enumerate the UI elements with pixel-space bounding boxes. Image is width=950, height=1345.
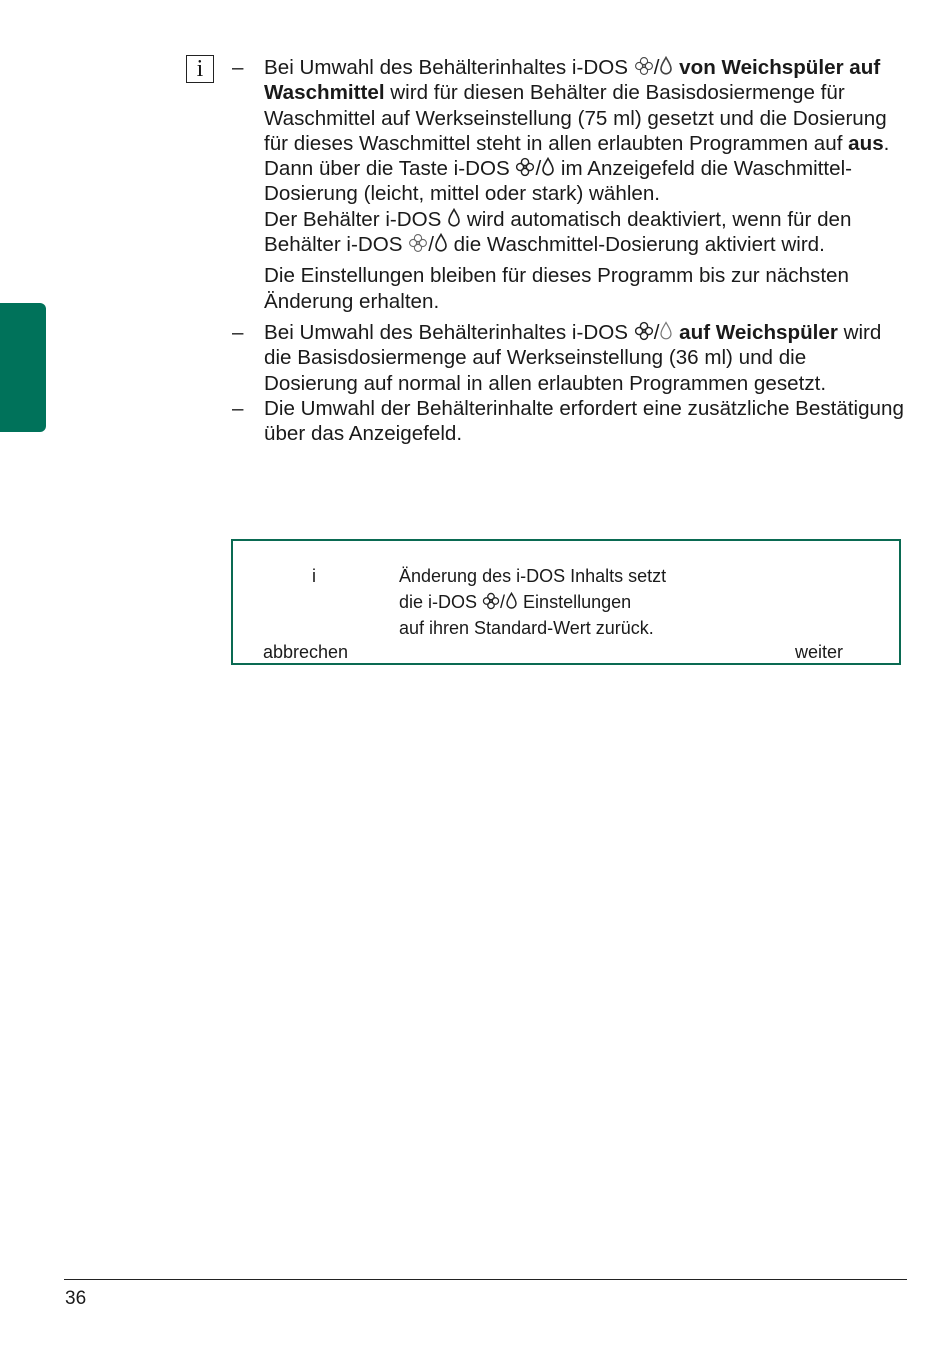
dialog-line: auf ihren Standard-Wert zurück. bbox=[399, 618, 654, 638]
item-text: . Dann über die Taste i-DOS bbox=[264, 131, 890, 181]
flower-icon bbox=[515, 157, 535, 177]
note-content bbox=[232, 55, 904, 446]
cancel-button[interactable]: abbrechen bbox=[263, 642, 349, 662]
list-dash: – bbox=[232, 396, 244, 420]
drop-icon bbox=[505, 592, 518, 610]
item-text: Der Behälter i-DOS bbox=[264, 207, 448, 231]
drop-icon bbox=[659, 56, 673, 76]
dialog-text: die i-DOS bbox=[399, 592, 483, 612]
flower-icon bbox=[408, 233, 428, 253]
bold-text: aus bbox=[848, 131, 884, 155]
flower-icon bbox=[634, 56, 654, 76]
page-number: 36 bbox=[65, 1288, 87, 1309]
slash: / bbox=[500, 592, 506, 612]
item-text: Die Einstellungen bleiben für dieses Programm bis zur nächsten Änderung erhalten. bbox=[264, 264, 849, 313]
list-item bbox=[232, 320, 904, 396]
item-text: wird für diesen Behälter die Basisdosiermenge für Waschmittel auf Werkseinstellung (75 ml) gesetzt und die Dosierung für dieses Waschmittel steht in allen erlaubten Programmen auf bbox=[264, 81, 887, 155]
flower-icon bbox=[634, 321, 654, 341]
footer-divider bbox=[64, 1279, 907, 1280]
slash: / bbox=[653, 320, 660, 344]
slash: / bbox=[535, 157, 542, 181]
list-item bbox=[232, 396, 904, 447]
display-dialog bbox=[231, 539, 901, 665]
item-text: im Anzeigefeld die Waschmittel-Dosierung (leicht, mittel oder stark) wählen. bbox=[264, 157, 853, 206]
drop-icon bbox=[541, 157, 555, 177]
item-text: wird die Basisdosiermenge auf Werkseinstellung (36 ml) und die Dosierung auf normal in allen erlaubten Programmen gesetzt. bbox=[264, 320, 882, 395]
dialog-line: Änderung des i-DOS Inhalts setzt bbox=[399, 566, 667, 586]
flower-icon bbox=[482, 592, 500, 610]
dialog-message bbox=[399, 563, 666, 641]
item-text: Bei Umwahl des Behälterinhaltes i-DOS bbox=[264, 56, 634, 79]
dialog-info-icon: i bbox=[312, 566, 316, 586]
list-dash: – bbox=[232, 56, 244, 79]
dialog-line bbox=[399, 589, 666, 615]
bold-text: von Weichspüler auf Waschmittel bbox=[264, 56, 881, 105]
chapter-tab bbox=[0, 303, 46, 432]
dialog-text: Einstellungen bbox=[518, 592, 632, 612]
item-text: wird automatisch deaktiviert, wenn für den Behälter i-DOS bbox=[264, 207, 852, 257]
drop-icon bbox=[447, 208, 461, 228]
slash: / bbox=[428, 233, 434, 257]
list-dash: – bbox=[232, 320, 244, 344]
drop-icon bbox=[659, 321, 673, 341]
next-button[interactable]: weiter bbox=[794, 642, 843, 662]
info-note-icon: i bbox=[186, 55, 214, 83]
paragraph bbox=[232, 207, 904, 258]
drop-icon bbox=[434, 233, 448, 253]
item-text: die Waschmittel-Dosierung aktiviert wird. bbox=[447, 233, 825, 257]
item-text: Bei Umwahl des Behälterinhaltes i-DOS bbox=[264, 320, 634, 344]
list-item bbox=[232, 55, 904, 207]
paragraph bbox=[232, 263, 904, 314]
item-text: Die Umwahl der Behälterinhalte erfordert eine zusätzliche Bestätigung über das Anzeigefeld. bbox=[264, 396, 904, 446]
slash: / bbox=[653, 56, 660, 79]
bold-text: auf Weichspüler bbox=[679, 320, 838, 344]
